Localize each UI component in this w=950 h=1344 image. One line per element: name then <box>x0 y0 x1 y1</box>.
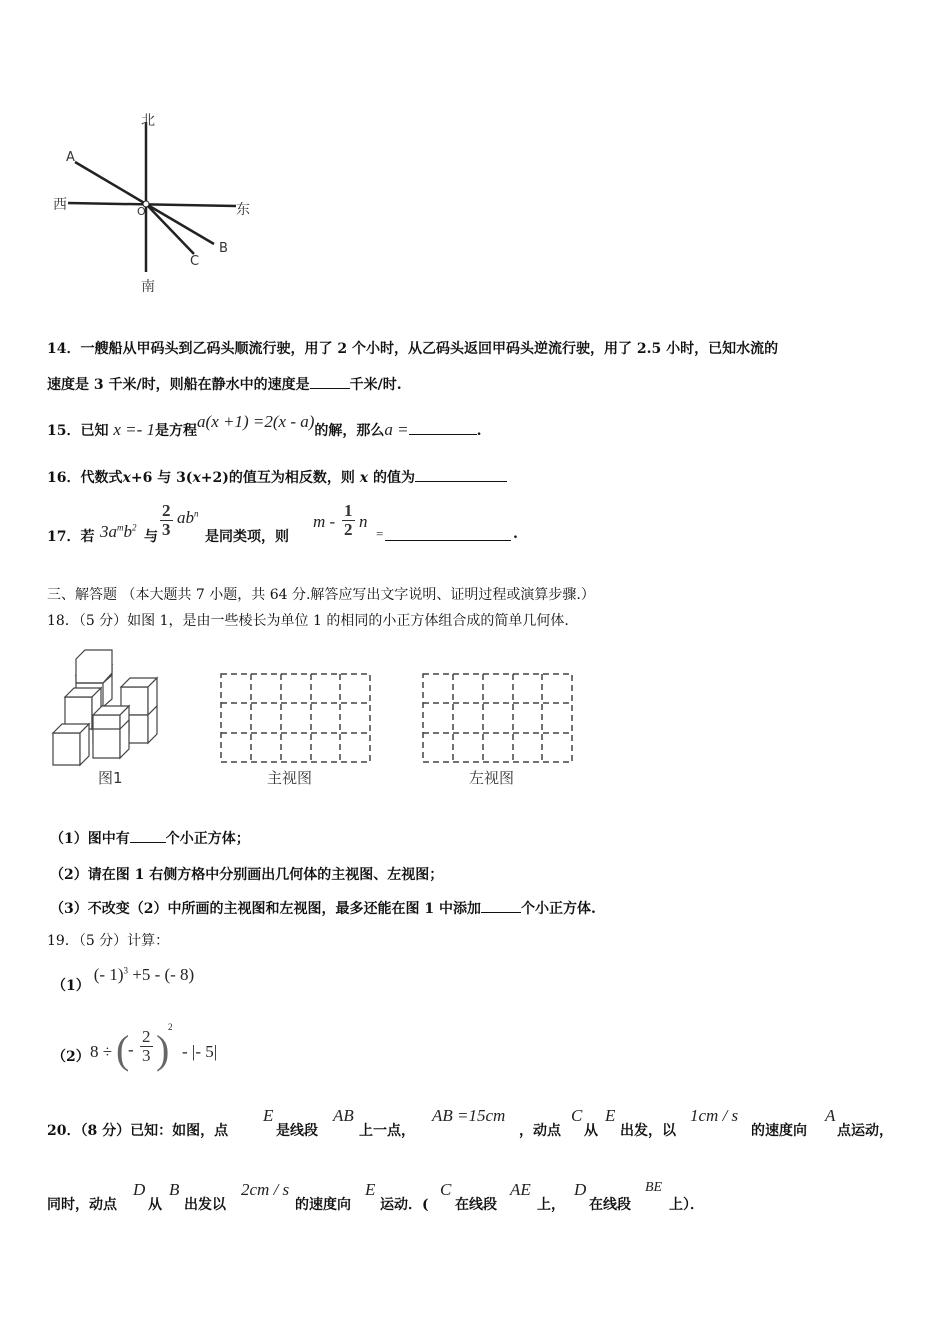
section-3-title: 三、解答题 （本大题共 7 小题，共 64 分.解答应写出文字说明、证明过程或演算步骤.） <box>47 587 595 603</box>
question-18-part1: （1）图中有 个小正方体； <box>50 828 250 848</box>
exam-page: 北 南 东 西 O A B C 14．一艘船从甲码头到乙码头顺流行驶，用了 2 个小时，从乙码头返回甲码头逆流行驶，用了 2.5 小时，已知水流的 速度是 3 千米/时，则船在静水中的速度是 千米/时. 15．已知 x =- 1是方程a(x +1) =2(x - a)的解，那么a = . 16．代数式x+6 与 3(x+2)的值互为相反数，则 x 的值为 17．若 $3a^mb^2$ 与 $\frac{2}{3}$ $ab^n$ 是同类项，则 m - $\frac{1}{2}$ n = . 三、解答题 （本大题共 7 小题，共 64 分.解答应写出文字说明、证明过程或演算步骤.） 18．（5 分）如图 1，是由一些棱长为单位 1 的相同的小正方体组合成的简单几何体. 图1 主视图 左视图 （1）图中有 个小正方体； （2）请在图 1 右侧方格中分别画出几何体的主视图、左视图； （3）不改变（2）中所画的主视图和左视图，最多还能在图 1 中添加 个小正方体. 19．（5 分）计算： （1） (- 1)$^3$ +5 - (- 8) （2） 8 ÷ ( $\frac{2}{3}$ - ) 2 - |- 5| 20．（8 分）已知：如图，点 E 是线段 AB 上一点， AB =15cm ，动点 C 从 E 出发，以 1cm / s 的速度向 A 点运动， 同时，动点 D 从 B 出发以 2cm / s 的速度向 E 运动．( C 在线段 AE 上， D 在线段 BE 上）． <box>0 0 950 1344</box>
question-18-part3: （3）不改变（2）中所画的主视图和左视图，最多还能在图 1 中添加 个小正方体. <box>50 898 596 918</box>
question-16: 16．代数式x+6 与 3(x+2)的值互为相反数，则 x 的值为 <box>47 467 507 487</box>
fraction: $\frac{1}{2}$ <box>344 501 353 539</box>
question-20-line2: 同时，动点 D 从 B 出发以 2cm / s 的速度向 E 运动．( C 在线段 AE 上， D 在线段 BE 上）． <box>47 1180 704 1213</box>
question-20-line1: 20．（8 分）已知：如图，点 E 是线段 AB 上一点， AB =15cm ，动点 C 从 E 出发，以 1cm / s 的速度向 A 点运动， <box>47 1106 893 1139</box>
answer-blank[interactable] <box>481 898 521 913</box>
question-15: 15．已知 x =- 1是方程a(x +1) =2(x - a)的解，那么a = . <box>47 412 482 439</box>
compass-origin-label: O <box>137 205 146 218</box>
fraction: $\frac{2}{3}$ <box>142 1027 151 1065</box>
compass-point-a: A <box>66 150 75 165</box>
question-19-part1: （1） (- 1)$^3$ +5 - (- 8) <box>52 965 195 994</box>
answer-blank[interactable] <box>130 828 166 843</box>
compass-north-label: 北 <box>141 113 155 129</box>
answer-blank[interactable] <box>409 420 477 435</box>
front-view-label: 主视图 <box>267 769 313 787</box>
compass-east-label: 东 <box>236 202 250 218</box>
question-14-line1: 14．一艘船从甲码头到乙码头顺流行驶，用了 2 个小时，从乙码头返回甲码头逆流行驶，用了 2.5 小时，已知水流的 <box>47 341 779 357</box>
question-19-stem: 19．（5 分）计算： <box>47 933 170 949</box>
figure-1-cubes <box>48 645 178 770</box>
question-18-stem: 18．（5 分）如图 1，是由一些棱长为单位 1 的相同的小正方体组合成的简单几何体. <box>47 613 569 629</box>
compass-south-label: 南 <box>141 279 155 295</box>
compass-point-b: B <box>219 241 228 256</box>
question-14-line2: 速度是 3 千米/时，则船在静水中的速度是 千米/时. <box>47 374 402 394</box>
left-view-label: 左视图 <box>469 769 515 787</box>
figure-1-label: 图1 <box>98 769 123 787</box>
answer-blank[interactable] <box>385 526 511 541</box>
compass-west-label: 西 <box>53 197 67 213</box>
front-view-grid[interactable] <box>220 672 372 764</box>
fraction: $\frac{2}{3}$ <box>162 501 171 539</box>
compass-point-c: C <box>190 254 200 269</box>
answer-blank[interactable] <box>310 374 350 389</box>
question-18-part2: （2）请在图 1 右侧方格中分别画出几何体的主视图、左视图； <box>50 867 444 883</box>
answer-blank[interactable] <box>415 467 507 482</box>
left-view-grid[interactable] <box>422 672 574 764</box>
